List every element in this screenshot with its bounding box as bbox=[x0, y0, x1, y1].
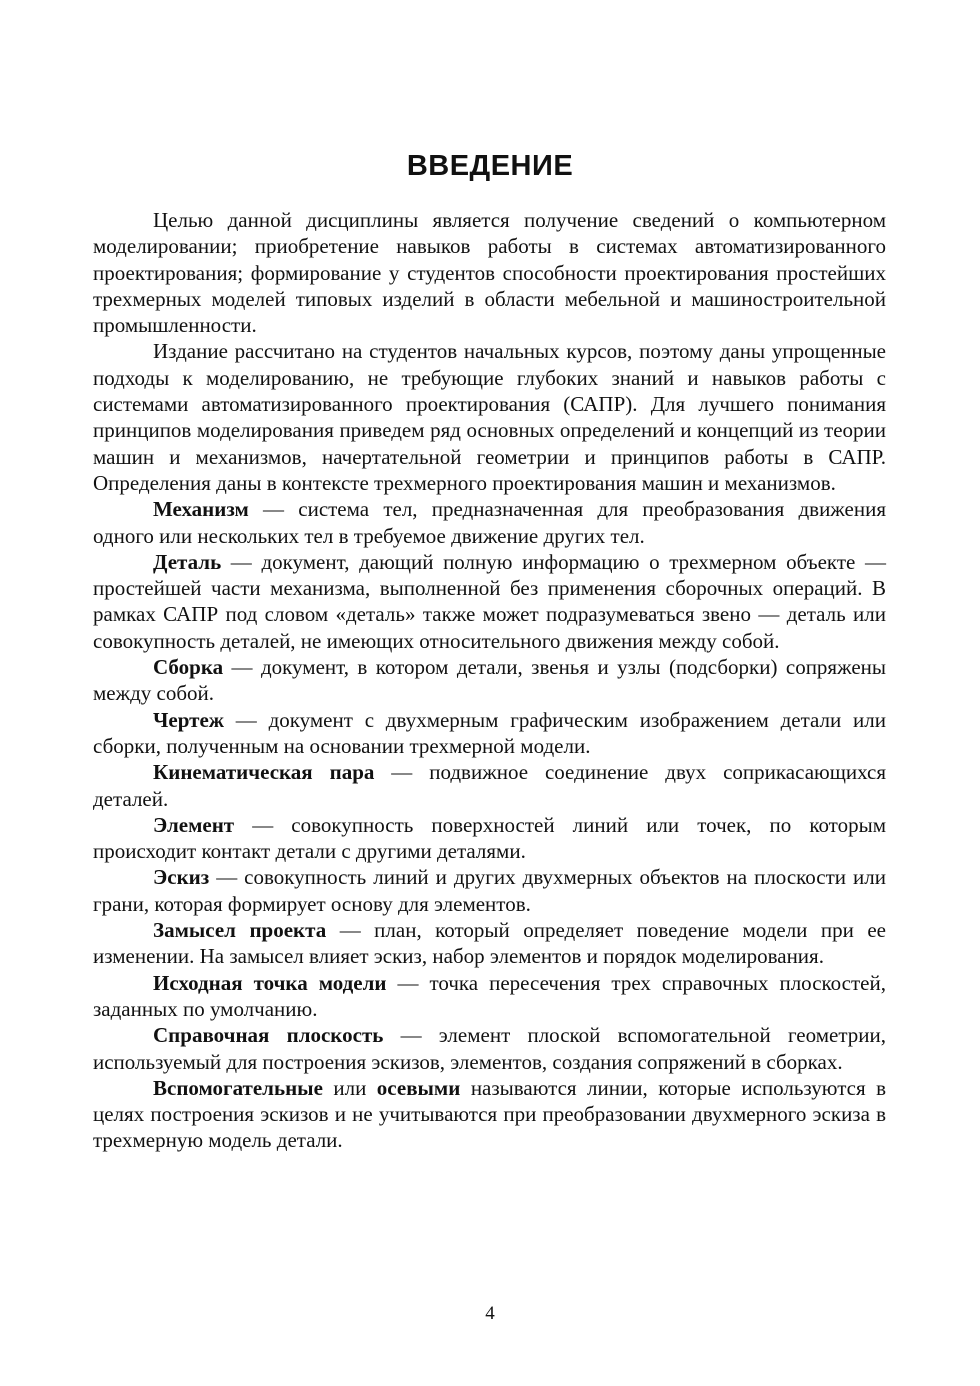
definition-text: — документ, дающий полную информацию о трехмерном объекте — простейшей части механизма, выполненной без применения сборочных операций. В рамках САПР под словом «деталь» также может подразумеваться звено — деталь или совокупность деталей, не имеющих относительного движения между собой. bbox=[93, 549, 886, 653]
definition-paragraph bbox=[93, 970, 886, 1023]
definition-text: называются линии, которые используются в целях построения эскизов и не учитываются при преобразовании двухмерного эскиза в трехмерную модель детали. bbox=[93, 1075, 886, 1153]
definition-paragraph bbox=[93, 707, 886, 760]
definition-term: Механизм bbox=[153, 497, 249, 522]
definition-term: Исходная точка модели bbox=[153, 970, 387, 995]
definition-paragraph bbox=[93, 549, 886, 654]
definition-term: Справочная плоскость bbox=[153, 1023, 384, 1048]
body-text bbox=[93, 207, 886, 1154]
definition-paragraph bbox=[93, 864, 886, 917]
definition-term: Деталь bbox=[153, 549, 222, 574]
definition-text: — план, который определяет поведение модели при ее изменении. На замысел влияет эскиз, набор элементов и порядок моделирования. bbox=[93, 918, 886, 969]
definition-paragraph bbox=[93, 759, 886, 812]
definition-text: — совокупность поверхностей линий или точек, по которым происходит контакт детали с другими деталями. bbox=[93, 812, 886, 864]
definition-text: — точка пересечения трех справочных плоскостей, заданных по умолчанию. bbox=[93, 970, 886, 1021]
definition-paragraph bbox=[93, 917, 886, 970]
definition-term: Кинематическая пара bbox=[153, 760, 375, 785]
definition-text: — система тел, предназначенная для преобразования движения одного или нескольких тел в требуемое движение других тел. bbox=[93, 497, 886, 548]
page-title: ВВЕДЕНИЕ bbox=[406, 150, 574, 182]
definition-term: Эскиз bbox=[153, 865, 210, 890]
definition-paragraph bbox=[93, 1075, 886, 1154]
intro-paragraph: Издание рассчитано на студентов начальных курсов, поэтому даны упрощенные подходы к моделированию, не требующие глубоких знаний и навыков работы с системами автоматизированного проектирования (САПР). Для лучшего понимания принципов моделирования приведем ряд основных определений и концепций из теории машин и механизмов, начертательной геометрии и принципов работы в САПР. Определения даны в контексте трехмерного проектирования машин и механизмов. bbox=[93, 339, 886, 495]
definition-text: — совокупность линий и других двухмерных объектов на плоскости или грани, которая формирует основу для элементов. bbox=[93, 865, 886, 916]
definition-paragraph bbox=[93, 654, 886, 707]
intro-paragraph: Целью данной дисциплины является получение сведений о компьютерном моделировании; приобретение навыков работы в системах автоматизированного проектирования; формирование у студентов способности проектирования простейших трехмерных моделей типовых изделий в области мебельной и машиностроительной промышленности. bbox=[93, 208, 886, 338]
definition-text: — документ с двухмерным графическим изображением детали или сборки, полученным на основании трехмерной модели. bbox=[93, 707, 886, 758]
definition-paragraph bbox=[93, 812, 886, 865]
definition-term: Замысел проекта bbox=[153, 918, 327, 943]
definition-term: осевыми bbox=[376, 1075, 461, 1100]
definition-paragraph bbox=[93, 1022, 886, 1075]
definition-text: — подвижное соединение двух соприкасающихся деталей. bbox=[93, 760, 886, 811]
definition-term: Элемент bbox=[153, 812, 235, 837]
definition-text: — документ, в котором детали, звенья и узлы (подсборки) сопряжены между собой. bbox=[93, 655, 886, 706]
definition-connector: или bbox=[322, 1075, 377, 1100]
definition-term: Сборка bbox=[153, 655, 224, 680]
page-number: 4 bbox=[485, 1303, 495, 1324]
definition-paragraph bbox=[93, 496, 886, 549]
definition-term: Вспомогательные bbox=[153, 1075, 323, 1100]
definition-term: Чертеж bbox=[153, 707, 224, 732]
definition-text: — элемент плоской вспомогательной геометрии, используемый для построения эскизов, элементов, создания сопряжений в сборках. bbox=[93, 1023, 886, 1074]
